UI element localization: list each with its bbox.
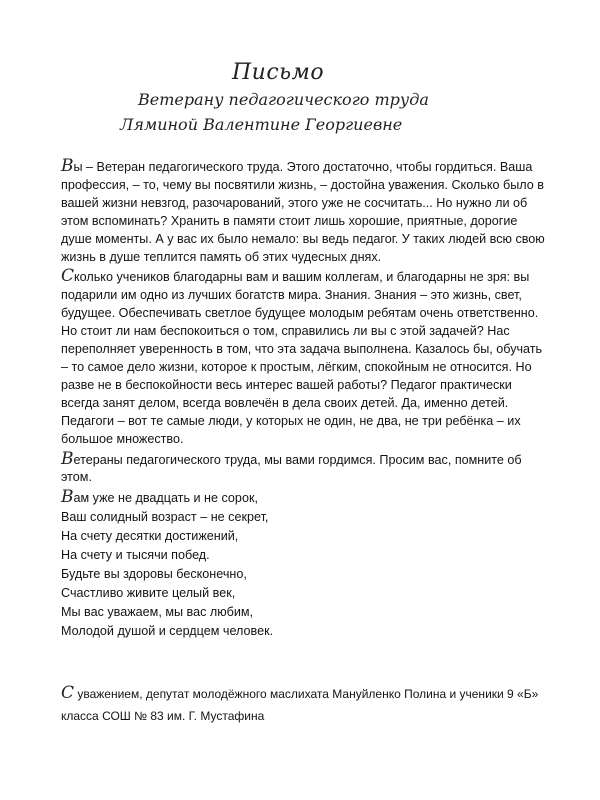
poem-line: Молодой душой и сердцем человек. <box>61 623 274 638</box>
signature <box>61 683 551 727</box>
letter-body <box>61 158 551 641</box>
poem-line: На счету десятки достижений, <box>61 529 239 544</box>
paragraph-2 <box>61 268 551 448</box>
letter-title: Письмо <box>232 60 325 85</box>
signature-initial: С <box>61 683 75 703</box>
paragraph-1-text: ы – Ветеран педагогического труда. Этого достаточно, чтобы гордиться. Ваша профессия, – то, чему вы посвятили жизнь, – достойна уважения. Сколько было в вашей жизни невзгод, разочарований, этого уже не сосчитать... Но нужно ли об этом вспоминать? Хранить в памяти стоит лишь хорошие, приятные, дорогие душе моменты. А у вас их было немало: вы ведь педагог. У таких людей всю свою жизнь в душе теплится память об этих чудесных днях. <box>61 160 545 264</box>
paragraph-1 <box>61 158 551 266</box>
poem-line <box>61 489 551 508</box>
letter-addressee-line1: Ветерану педагогического труда <box>138 90 429 109</box>
letter-addressee-line2: Ляминой Валентине Георгиевне <box>120 115 403 134</box>
poem-line: Счастливо живите целый век, <box>61 585 236 600</box>
signature-text: уважением, депутат молодёжного маслихата Мануйленко Полина и ученики 9 «Б» класса СОШ № 83 им. Г. Мустафина <box>61 687 539 723</box>
poem-line: Ваш солидный возраст – не секрет, <box>61 510 269 525</box>
poem-line-text: ам уже не двадцать и не сорок, <box>73 491 258 506</box>
paragraph-3 <box>61 448 551 488</box>
paragraph-1-initial: В <box>61 156 74 176</box>
poem-line: Будьте вы здоровы бесконечно, <box>61 566 247 581</box>
poem-initial: В <box>61 487 74 508</box>
paragraph-3-text: етераны педагогического труда, мы вами гордимся. Просим вас, помните об этом. <box>61 452 522 485</box>
poem <box>61 489 551 640</box>
paragraph-2-initial: С <box>61 266 75 287</box>
paragraph-2-text: колько учеников благодарны вам и вашим коллегам, и благодарны не зря: вы подарили им одно из лучших богатств мира. Знания. Знания – это жизнь, свет, будущее. Обеспечивать светлое будущее молодым ребятам очень ответственно. Но стоит ли нам беспокоиться о том, справились ли вы с этой задачей? Нас переполняет уверенность в том, что эта задача выполнена. Казалось бы, обучать – то самое дело жизни, которое к простым, лёгким, спокойным не относится. Но разве не в беспокойности весь интерес вашей работы? Педагог практически всегда занят делом, всегда вовлечён в дела своих детей. Да, именно детей. Педагоги – вот те самые люди, у которых не один, не два, не три ребёнка – их большое множество. <box>61 270 543 446</box>
poem-line: На счету и тысячи побед. <box>61 548 210 563</box>
paragraph-3-initial: В <box>61 448 74 469</box>
poem-line: Мы вас уважаем, мы вас любим, <box>61 604 254 619</box>
